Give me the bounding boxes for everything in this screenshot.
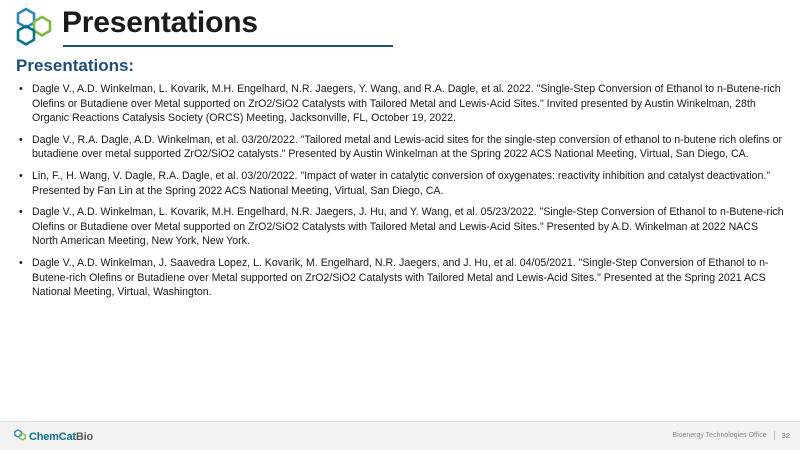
list-item: [16, 256, 784, 300]
page-number: 32: [781, 431, 790, 440]
chemcatbio-small-hexagon-icon: [14, 429, 26, 445]
footer-logo-text-secondary: Bio: [75, 431, 94, 443]
slide-header: [0, 0, 800, 56]
list-item: [16, 82, 784, 126]
list-item-text: Dagle V., A.D. Winkelman, J. Saavedra Lopez, L. Kovarik, M. Engelhard, N.R. Jaegers, and J. Hu, et al. 04/05/2021. "Single-Step Conversion of Ethanol to n-Butene-rich Olefins or Butadiene over Metal supported on ZrO2/SiO2 Catalysts with Tailored Metal and Lewis-Acid Sites." Presented at the Spring 2021 ACS National Meeting, Virtual, Washington.: [32, 256, 769, 299]
list-item-text: Dagle V., R.A. Dagle, A.D. Winkelman, et al. 03/20/2022. "Tailored metal and Lewis-acid sites for the single-step conversion of ethanol to n-butene rich olefins or butadiene over metal supported ZrO2/SiO2 catalysts." Presented by Austin Winkelman at the Spring 2022 ACS National Meeting, Virtual, San Diego, CA.: [32, 133, 783, 161]
footer-right-group: [672, 431, 790, 440]
footer-logo-text-primary: ChemCat: [29, 431, 76, 443]
list-item-text: Dagle V., A.D. Winkelman, L. Kovarik, M.H. Engelhard, N.R. Jaegers, Y. Wang, and R.A. Dagle, et al. 2022. "Single-Step Conversion of Ethanol to n-Butene-rich Olefins or Butadiene over Metal supported on ZrO2/SiO2 Catalysts with Tailored Metal and Lewis-Acid Sites." Invited presented by Austin Winkelman, 28th Organic Reactions Catalysis Society (ORCS) Meeting, Jacksonville, FL, October 19, 2022.: [32, 83, 781, 125]
list-item: [16, 205, 784, 249]
presentations-list: [16, 82, 784, 307]
slide-footer: [0, 421, 800, 450]
list-item-text: Dagle V., A.D. Winkelman, L. Kovarik, M.H. Engelhard, N.R. Jaegers, J. Hu, and Y. Wang, et al. 05/23/2022. "Single-Step Conversion of Ethanol to n-Butene-rich Olefins or Butadiene over Metal supported on ZrO2/SiO2 Catalysts with Tailored Metal and Lewis-Acid Sites." Presented by A.D. Winkelman at 2022 NACS North American Meeting, New York, New York.: [32, 206, 784, 248]
page-title: Presentations: [62, 6, 258, 39]
bullet-marker: •: [19, 83, 23, 95]
list-item: [16, 133, 784, 162]
bullet-marker: •: [19, 256, 23, 269]
bullet-marker: •: [19, 169, 23, 182]
list-item: [16, 169, 784, 198]
chemcatbio-hexagon-logo-icon: [14, 7, 58, 47]
section-heading: Presentations:: [16, 56, 135, 75]
bullet-marker: •: [19, 133, 23, 146]
bullet-marker: •: [19, 206, 23, 219]
footer-divider: [774, 431, 775, 440]
title-underline: [63, 45, 393, 47]
office-label: Bioenergy Technologies Office: [672, 432, 767, 439]
chemcatbio-footer-logo: [14, 429, 93, 445]
list-item-text: Lin, F., H. Wang, V. Dagle, R.A. Dagle, et al. 03/20/2022. "Impact of water in catalytic conversion of oxygenates: reactivity inhibition and catalyst deactivation." Presented by Fan Lin at the Spring 2022 ACS National Meeting, Virtual, San Diego, CA.: [32, 169, 771, 197]
